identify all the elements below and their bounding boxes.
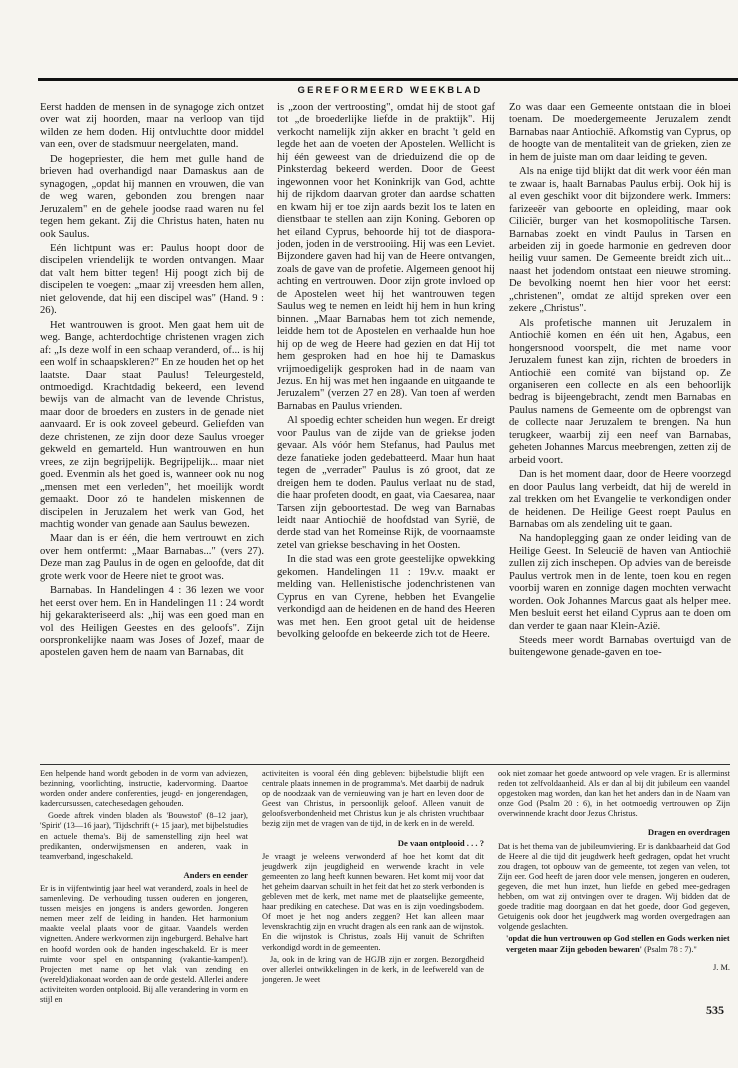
article-paragraph: Eén lichtpunt was er: Paulus hoopt door de discipelen vriendelijk te worden ontvangen. Maar dat valt hem bitter tegen! Hij poogt zich bij de discipelen te voegen: „maar zij vreesden hem allen, niet gelovende, dat hij een discipel was" (Hand. 9 : 26). xyxy=(40,242,264,317)
lower-column-1 xyxy=(40,769,248,1007)
lower-col3-body xyxy=(498,842,730,933)
article-paragraph: Als profetische mannen uit Jeruzalem in Antiochië komen en één uit hen, Agabus, een hongersnood voorspelt, die met name voor Jeruzalem funest kan zijn, richten de broeders in Antiochië een comité van bijstand op. Ze organiseren een collecte en als een behoorlijk bedrag is bijeengebracht, zendt men Barnabas en Paulus namens de Gemeente om de opbrengst van de collecte naar Jeruzalem te brengen. Na hun terugkeer, waarbij zij een neef van Barnabas, geheten Johannes Marcus meebrengen, zetten zij de arbeid voort. xyxy=(509,317,731,466)
lower-column-3 xyxy=(498,769,730,973)
lower-column-2 xyxy=(262,769,484,987)
lower-col2-intro xyxy=(262,769,484,830)
article-paragraph: Maar dan is er één, die hem vertrouwt en zich over hem ontfermt: „Maar Barnabas..." (vers 27). Deze man zag Paulus in de ogen en geloofde, dat dit grote werk voor de Heere niet te groot was. xyxy=(40,533,264,582)
article-paragraph: In die stad was een grote geestelijke opwekking gekomen. Handelingen 11 : 19v.v. maakt er melding van. Hellenistische jodenchristenen van Cyprus en van Cyrene, hebben het Evangelie verkondigd aan de heidenen en de hand des Heeren was met hen. Een groot getal uit de heidense bevolking geloofde en bekeerde zich tot de Heere. xyxy=(277,554,495,641)
subheading-anders-en-eender: Anders en eender xyxy=(183,869,248,880)
article-paragraph: Al spoedig echter scheiden hun wegen. Er dreigt voor Paulus van de zijde van de griekse joden gevaar. Als vóór hem Stefanus, had Paulus met deze fanatieke joden gedebatteerd. Maar hun haat tegen de „verrader" Paulus is zó groot, dat ze dreigen hem te doden. Paulus verlaat nu de stad, die haar profeten doodt, en gaat, via Caesarea, naar Tarsen zijn geboortestad. De weg van Barnabas leidt naar Antiochië de hoofdstad van Syrië, de derde stad van het Romeinse Rijk, de voornaamste zetel van griekse beschaving in het Oosten. xyxy=(277,415,495,551)
closing-quote: 'opdat die hun vertrouwen op God stellen en Gods werken niet vergeten maar Zijn geboden bewaren' (Psalm 78 : 7)." xyxy=(506,934,730,954)
lower-paragraph: Goede aftrek vinden bladen als 'Bouwstof' (8–12 jaar), 'Spirit' (13—16 jaar), 'Tijdschrift (+ 15 jaar), met bijbelstudies en actuele thema's. Bij de samenstelling zijn heel wat predikanten, onderwijsmensen en anderen, vaak in teamverband, ingeschakeld. xyxy=(40,811,248,861)
subheading-dragen-en-overdragen: Dragen en overdragen xyxy=(647,827,730,838)
lower-paragraph: Je vraagt je weleens verwonderd af hoe het komt dat dit jeugdwerk zijn jeugdigheid en werwende kracht in vele gemeenten zo lang heeft kunnen bewaren. Het komt mij voor dat het geheim daarvan schuilt in het feit dat het zo sterk verbonden is gebleven met de kerk, met name met de plaatselijke gemeente, haar prediking en catechese. Dat was en is zijn voedingsbodem. Of moet je het nog anders zeggen? Het kan alleen maar levenskrachtig zijn en vrucht dragen als een rank aan de wijnstok. En die wijnstok is Christus, zoals Hij vanuit de Schriften verkondigd wordt in de gemeenten. xyxy=(262,851,484,952)
article-column-1 xyxy=(40,102,264,662)
section-divider xyxy=(40,764,730,765)
article-paragraph: Het wantrouwen is groot. Men gaat hem uit de weg. Bange, achterdochtige christenen vragen zich af: „Is deze wolf in een schaap veranderd, of... is hij een wolf in schaapskleren?" En ze houden het op het laatste. Daar staat Paulus! Teleurgesteld, ontmoedigd. Krachtdadig bekeerd, een levend bewijs van de almacht van de levende Christus, maar door de broeders en zusters in de genade niet aanvaard. Er is ook zoveel gebeurd. Geliefden van deze christenen, ze zijn door deze Saulus vroeger gekweld en gemarteld. Hun wantrouwen en hun vrees, ze zijn begrijpelijk. Begrijpelijk... maar niet goed. Evenmin als het goed is, wanneer ook nu nog „mensen met een verleden", het moeilijk wordt gemaakt. Door zó te handelen miskennen de discipelen in Jeruzalem het werk van God, het machtig wonder van genade aan Saulus bewezen. xyxy=(40,319,264,530)
author-signature: J. M. xyxy=(713,962,730,972)
article-paragraph: is „zoon der vertroosting", omdat hij de stoot gaf tot „de broederlijke liefde in de praktijk". Hij verkocht namelijk zijn akker en bracht 't geld en legde het aan de voeten der Apostelen. Wellicht is hij één geweest van de drieduizend die op de Pinksterdag bekeerd werden. Door de Geest ingewonnen voor het Koninkrijk van God, achtte hij de rijkdom daarvan groter dan aardse schatten en kwam hij er toe zijn aards bezit los te laten en dienstbaar te stellen aan zijn Koning. Geboren op het eiland Cyprus, behoorde hij tot de diaspora-joden, joden in de verstrooiing. Hij was een Leviet. Bijzondere gaven had hij van de Heere ontvangen, zoals de gave van de profetie. Algemeen genoot hij achting en vertrouwen. Door zijn grote invloed op de Apostelen weet hij het wantrouwen tegen Saulus weg te nemen en leidt hij hem in hun kring binnen. „Maar Barnabas hem tot zich nemende, leidde hem tot de Apostelen en verhaalde hun hoe hij op de weg de Heere had gezien en dat Hij tot hem gesproken had en hoe hij te Damaskus vrijmoedigelijk gesproken had in de naam van Jezus. En hij was met hen ingaande en uitgaande te Jeruzalem" (verzen 27 en 28). Van toen af werden Barnabas en Paulus vrienden. xyxy=(277,102,495,412)
article-paragraph: Steeds meer wordt Barnabas overtuigd van de buitengewone genade-gaven en toe- xyxy=(509,635,731,659)
article-paragraph: Na handoplegging gaan ze onder leiding van de Heilige Geest. In Seleucië de haven van Antiochië zullen zij zich inschepen. Op advies van de bereisde Paulus vertrok men in de lente, toen kou en regen voorbij waren en zonnige dagen mochten verwacht worden. Ook Johannes Marcus gaat als helper mee. Men besluit eerst het eiland Cyprus aan te doen om dan verder te gaan naar Klein-Azië. xyxy=(509,533,731,632)
subheading-de-vaan-ontplooid: De vaan ontplooid . . . ? xyxy=(397,837,484,848)
lower-col3-intro xyxy=(498,769,730,819)
lower-paragraph: ook niet zomaar het goede antwoord op vele vragen. Er is allerminst reden tot zelfvoldaanheid. Als er dan al bij dit jubileum een vaandel opgestoken mag worden, dan kan het het anders dan in de Naam van onze God (Psalm 20 : 6), in het ootmoedig vertrouwen op Zijn overwinnende kracht door Jezus Christus. xyxy=(498,769,730,819)
lower-paragraph: Een helpende hand wordt geboden in de vorm van adviezen, bezinning, voorlichting, instructie, kadervorming. Daartoe worden onder andere conferenties, jeugd- en jongerendagen, kadercursussen, catechesedagen gehouden. xyxy=(40,769,248,809)
article-paragraph: Als na enige tijd blijkt dat dit werk voor één man te zwaar is, haalt Barnabas Paulus erbij. Ook hij is al even geschikt voor dit bijzondere werk. Immers: farizeeër van geboorte en opleiding, maar ook Ciliciër, burger van het kosmopolitische Tarsen. Barnabas zoekt en vindt Paulus in Tarsen en arbeiden zij in goede harmonie en gedreven door heilig vuur samen. De Gemeente breidt zich uit... naast het jodendom ontstaat een nieuwe stroming. De bevolking noemt hen hier voor het eerst: „christenen", omdat ze altijd spreken over een zekere „Christus". xyxy=(509,166,731,315)
lower-col1-intro xyxy=(40,769,248,862)
article-paragraph: Zo was daar een Gemeente ontstaan die in bloei toenam. De moedergemeente Jeruzalem zendt Barnabas naar Antiochië. Afkomstig van Cyprus, op de hoogte van de mentaliteit van de grieken, zien ze in hem de juiste man om daar leiding te geven. xyxy=(509,102,731,163)
article-column-3 xyxy=(509,102,731,662)
page-header: GEREFORMEERD WEEKBLAD xyxy=(297,85,483,96)
article-paragraph: Barnabas. In Handelingen 4 : 36 lezen we voor het eerst over hem. En in Handelingen 11 : 24 wordt hij gekarakteriseerd als: „hij was een goed man en vol des Heiligen Geestes en des geloofs". Zijn oorspronkelijke naam was Joses of Jozef, maar de apostelen gaven hem de naam van Barnabas, dit xyxy=(40,585,264,659)
quote-reference: (Psalm 78 : 7)." xyxy=(644,944,697,954)
article-paragraph: Eerst hadden de mensen in de synagoge zich ontzet over wat zij hoorden, maar na verloop van tijd wilden ze hem doden. Hij ontvluchtte door middel van een, over de stadsmuur neergelaten, mand. xyxy=(40,102,264,151)
page-number: 535 xyxy=(706,1003,724,1017)
lower-paragraph: Dat is het thema van de jubileumviering. Er is dankbaarheid dat God de Heere al die tijd dit jeugdwerk heeft gedragen, opdat het vrucht zou dragen, tot opbouw van de gemeente, tot zegen van velen, tot Zijn eer. God heeft de jaren door vele mensen, jongeren en ouderen, gegeven, die met hun inzet, hun liefde en gebed mee-gedragen hebben, om wat zij ontvingen over te dragen. Wij bidden dat de goede traditie mag doorgaan en dat het goede, door God gegeven, Getuigenis ook door het jeugdwerk mag worden overgedragen aan volgende geslachten. xyxy=(498,841,730,932)
article-paragraph: Dan is het moment daar, door de Heere voorzegd en door Paulus lang verbeidt, dat hij de wereld in zal trekken om het Evangelie te verkondigen onder de heidenen. De Heilige Geest roept Paulus en Barnabas om als zendeling uit te gaan. xyxy=(509,469,731,530)
lower-col1-body xyxy=(40,884,248,1005)
article-column-2 xyxy=(277,102,495,643)
lower-col2-body xyxy=(262,852,484,985)
header-rule xyxy=(38,78,738,81)
article-paragraph: De hogepriester, die hem met gulle hand de brieven had overhandigd naar Damaskus aan de synagogen, „opdat hij mannen en vrouwen, die van de weg waren, gebonden zou brengen naar Jeruzalem" en de gehele joodse raad waren nu fel tegen hem gekant. Zij die Christus haten, haten nu ook Saulus. xyxy=(40,153,264,240)
lower-paragraph: Er is in vijfentwintig jaar heel wat veranderd, zoals in heel de samenleving. De verhouding tussen ouderen en jongeren, tussen meisjes en jongens is anders geworden. Jongeren nemen meer zelf de leiding in handen. Het harmonium maakte veelal plaats voor de gitaar. Vaandels werden vignetten. Andere werkvormen zijn ingeburgerd. Behalve hart en hoofd worden ook de handen ingeschakeld. Er is meer ruimte voor spel en ontspanning (vakantie-kampen!). Projecten met name op het vlak van zending en (wereld)diakonaat worden aan de orde gesteld. Allerlei andere activiteiten worden ontplooid. Bij alle verandering in vorm en stijl en xyxy=(40,883,248,1004)
lower-paragraph: activiteiten is vooral één ding gebleven: bijbelstudie blijft een centrale plaats innemen in de programma's. Met daarbij de nadruk op de noodzaak van de vernieuwing van je hart en leven door de Geest van Christus, in persoonlijk geloof. Alleen vanuit de geloofsverbondenheid met Christus kun je als christen vruchtbaar bezig zijn met de vragen van de tijd, in de kerk en in de wereld. xyxy=(262,769,484,829)
lower-paragraph: Ja, ook in de kring van de HGJB zijn er zorgen. Bezorgdheid over allerlei ontwikkelingen in de kerk, in de leefwereld van de jongeren. Je weet xyxy=(262,954,484,984)
